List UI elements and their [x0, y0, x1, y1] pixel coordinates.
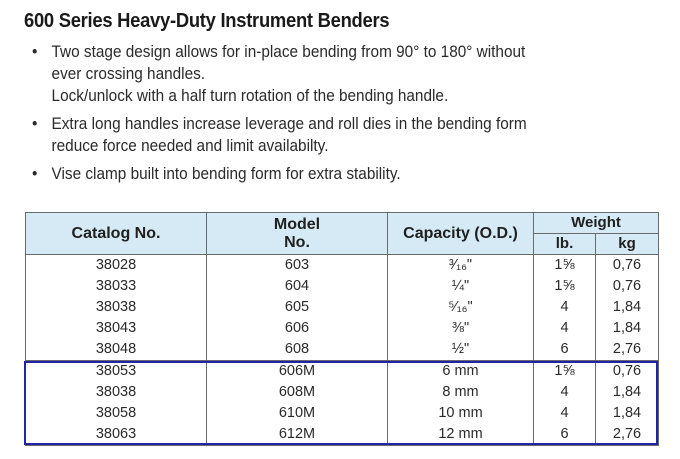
cell-model: 612M	[207, 424, 388, 446]
cell-lb: 4	[534, 318, 596, 339]
cell-catalog: 38028	[26, 255, 207, 277]
cell-lb: 4	[534, 297, 596, 318]
cell-catalog: 38043	[26, 318, 207, 339]
table-row	[26, 339, 659, 361]
cell-kg: 1,84	[596, 403, 659, 424]
feature-item	[32, 113, 609, 157]
cell-model: 603	[207, 255, 388, 277]
cell-lb: 1⅝	[534, 255, 596, 277]
cell-capacity: ³⁄₁₆"	[388, 255, 534, 277]
bullet-icon: •	[32, 115, 38, 133]
cell-lb: 1⅝	[534, 361, 596, 383]
cell-kg: 1,84	[596, 382, 659, 403]
cell-catalog: 38048	[26, 339, 207, 361]
cell-model: 608M	[207, 382, 388, 403]
cell-kg: 0,76	[596, 276, 659, 297]
header-model: Model No.	[207, 213, 388, 255]
cell-lb: 4	[534, 403, 596, 424]
header-capacity: Capacity (O.D.)	[388, 213, 534, 255]
table-row	[26, 424, 659, 446]
feature-item	[32, 163, 609, 185]
feature-text: ever crossing handles.	[51, 65, 206, 83]
feature-list	[32, 41, 652, 191]
cell-capacity: ⁵⁄₁₆"	[388, 297, 534, 318]
cell-model: 606	[207, 318, 388, 339]
table-row	[26, 255, 659, 277]
header-kg: kg	[596, 234, 659, 255]
cell-catalog: 38063	[26, 424, 207, 446]
cell-model: 605	[207, 297, 388, 318]
spec-table	[25, 212, 659, 446]
cell-capacity: ⅜"	[388, 318, 534, 339]
table-row	[26, 318, 659, 339]
feature-text: reduce force needed and limit availabilty.	[51, 137, 329, 155]
cell-kg: 2,76	[596, 424, 659, 446]
cell-capacity: 6 mm	[388, 361, 534, 383]
table-row	[26, 297, 659, 318]
cell-kg: 0,76	[596, 255, 659, 277]
cell-capacity: 8 mm	[388, 382, 534, 403]
cell-catalog: 38058	[26, 403, 207, 424]
cell-model: 608	[207, 339, 388, 361]
cell-catalog: 38033	[26, 276, 207, 297]
cell-capacity: ½"	[388, 339, 534, 361]
cell-model: 610M	[207, 403, 388, 424]
feature-text: Extra long handles increase leverage and roll dies in the bending form	[51, 115, 527, 133]
cell-kg: 1,84	[596, 318, 659, 339]
cell-lb: 4	[534, 382, 596, 403]
table-row	[26, 276, 659, 297]
page-title: 600 Series Heavy-Duty Instrument Benders	[24, 10, 390, 32]
cell-lb: 1⅝	[534, 276, 596, 297]
table-row	[26, 361, 659, 383]
table-row	[26, 403, 659, 424]
cell-model: 606M	[207, 361, 388, 383]
feature-text: Two stage design allows for in-place bending from 90° to 180° without	[51, 43, 526, 61]
feature-text: Lock/unlock with a half turn rotation of the bending handle.	[51, 87, 449, 105]
cell-lb: 6	[534, 424, 596, 446]
cell-model: 604	[207, 276, 388, 297]
bullet-icon: •	[32, 165, 38, 183]
cell-kg: 2,76	[596, 339, 659, 361]
cell-lb: 6	[534, 339, 596, 361]
cell-capacity: 10 mm	[388, 403, 534, 424]
feature-text: Vise clamp built into bending form for extra stability.	[51, 165, 401, 183]
cell-catalog: 38038	[26, 297, 207, 318]
cell-kg: 0,76	[596, 361, 659, 383]
bullet-icon: •	[32, 43, 38, 61]
cell-kg: 1,84	[596, 297, 659, 318]
cell-capacity: 12 mm	[388, 424, 534, 446]
table-row	[26, 382, 659, 403]
header-lb: lb.	[534, 234, 596, 255]
cell-catalog: 38038	[26, 382, 207, 403]
feature-item	[32, 41, 609, 107]
header-weight: Weight	[534, 213, 659, 234]
cell-catalog: 38053	[26, 361, 207, 383]
cell-capacity: ¼"	[388, 276, 534, 297]
header-catalog: Catalog No.	[26, 213, 207, 255]
